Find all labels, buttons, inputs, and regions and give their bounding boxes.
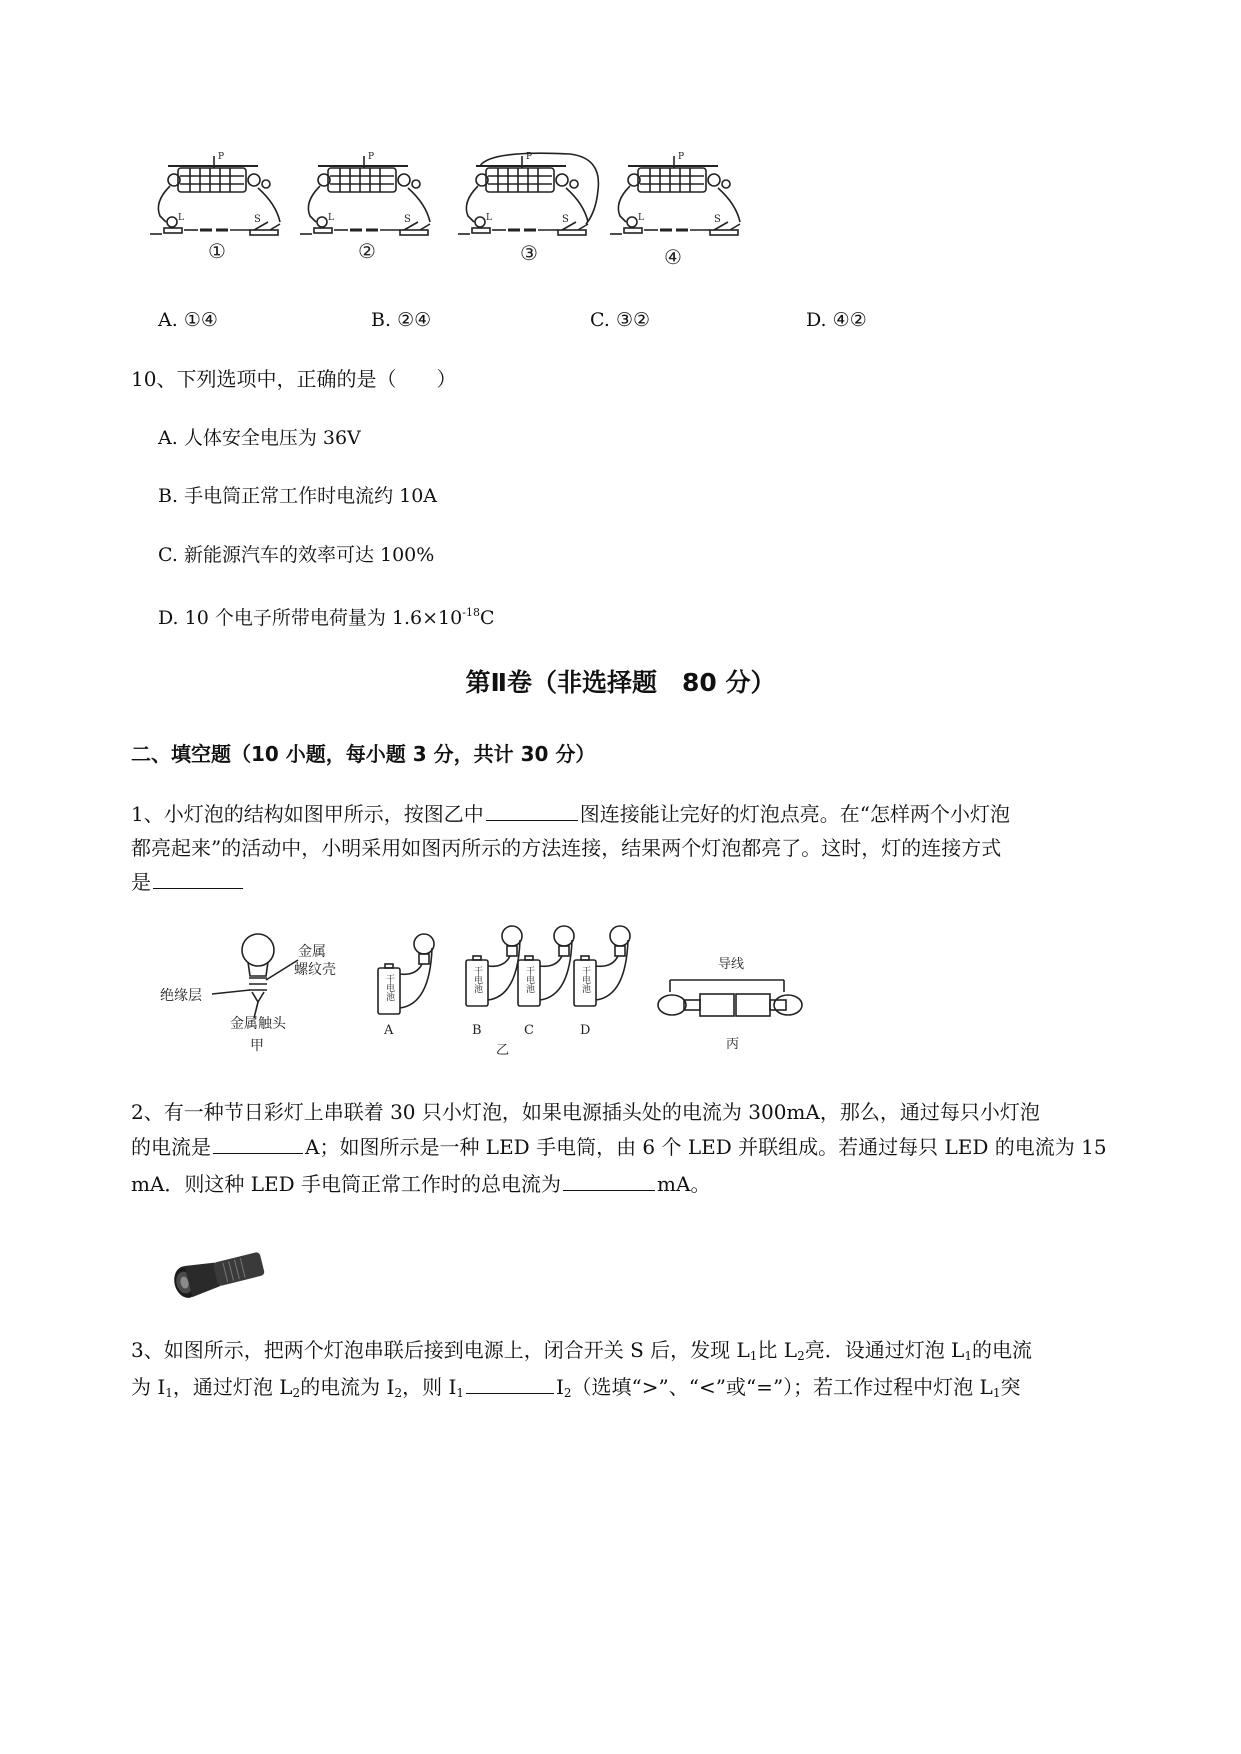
label-wire: 导线	[718, 957, 745, 972]
answer-blank[interactable]	[213, 1133, 303, 1154]
option-letter: B.	[158, 485, 179, 507]
battery-label-c: C	[524, 1023, 534, 1038]
q9-option-c[interactable]	[590, 306, 650, 334]
option-text: 人体安全电压为 36V	[183, 427, 361, 449]
subscript: 2	[394, 1386, 403, 1400]
caption-bing: 丙	[726, 1037, 740, 1052]
option-text: ①④	[183, 309, 218, 331]
subscript: 1	[456, 1386, 464, 1400]
label-metal-tip: 金属触头	[230, 1016, 286, 1032]
text-segment: 突	[1000, 1375, 1021, 1399]
label-screw-shell: 螺纹壳	[294, 962, 336, 978]
subscript: 1	[165, 1386, 173, 1400]
q9-option-b[interactable]	[371, 306, 431, 334]
battery-label-b: B	[472, 1023, 482, 1038]
part-heading: 二、填空题（10 小题，每小题 3 分，共计 30 分）	[131, 742, 596, 766]
text-segment: 1、小灯泡的结构如图甲所示，按图乙中	[131, 802, 484, 826]
series-bulbs-diagram	[658, 980, 802, 1016]
text-segment: ，则 I	[402, 1375, 457, 1399]
option-letter: C.	[158, 544, 178, 566]
option-text: 新能源汽车的效率可达 100%	[183, 544, 435, 566]
bulb-circuits-figure	[160, 924, 820, 1062]
text-segment: 比 L	[757, 1338, 798, 1362]
figure-label-1: ①	[208, 239, 226, 263]
option-unit: C	[479, 607, 495, 629]
answer-blank[interactable]	[563, 1170, 655, 1191]
text-segment: ，通过灯泡 L	[172, 1375, 293, 1399]
fill1-line3	[131, 868, 245, 896]
option-letter: D.	[806, 309, 827, 331]
exponent: -18	[462, 606, 480, 619]
battery-text-c: 干电池	[524, 966, 534, 993]
fill1-line2: 都亮起来”的活动中，小明采用如图丙所示的方法连接，结果两个灯泡都亮了。这时，灯的连接方式	[131, 836, 1002, 860]
caption-jia: 甲	[250, 1038, 264, 1054]
answer-blank[interactable]	[466, 1373, 554, 1394]
battery-text-a: 干电池	[384, 974, 394, 1001]
text-segment: 3、如图所示，把两个灯泡串联后接到电源上，闭合开关 S 后，发现 L	[131, 1338, 750, 1362]
text-segment: 图连接能让完好的灯泡点亮。在“怎样两个小灯泡	[579, 802, 1010, 826]
bulb-structure-diagram	[212, 934, 298, 1018]
option-letter: A.	[158, 309, 178, 331]
fill1-line1	[131, 800, 1010, 828]
label-metal: 金属	[298, 944, 326, 960]
figure-label-3: ③	[520, 241, 538, 265]
answer-blank[interactable]	[153, 868, 243, 889]
fill3-line2	[131, 1373, 1020, 1407]
battery-label-d: D	[580, 1023, 591, 1038]
circuit-diagram-1	[150, 152, 280, 235]
q10-option-b[interactable]	[158, 482, 437, 510]
fill2-line1: 2、有一种节日彩灯上串联着 30 只小灯泡，如果电源插头处的电流为 300mA，那么，通过每只小灯泡	[131, 1100, 1040, 1124]
text-segment: 亮．设通过灯泡 L	[804, 1338, 965, 1362]
section-title: 第Ⅱ卷（非选择题 80 分）	[465, 668, 776, 697]
figure-label-2: ②	[358, 239, 376, 263]
subscript: 2	[292, 1386, 301, 1400]
text-segment: （选填“>”、“<”或“=”）；若工作过程中灯泡 L	[571, 1375, 993, 1399]
option-letter: D.	[158, 607, 179, 629]
circuit-diagram-3	[458, 152, 598, 235]
q10-option-c[interactable]	[158, 541, 434, 569]
subscript: 1	[992, 1386, 1001, 1400]
figure-label-4: ④	[664, 245, 682, 269]
svg-text:P: P	[218, 152, 225, 162]
flashlight-image	[168, 1238, 268, 1298]
option-text: 10 个电子所带电荷量为 1.6×10	[184, 607, 463, 629]
text-segment: 的电流	[971, 1338, 1032, 1362]
subscript: 1	[749, 1349, 758, 1363]
circuit-diagram-4	[610, 152, 740, 235]
fill2-line2	[131, 1133, 1107, 1161]
fill2-line3	[131, 1170, 710, 1198]
circuit-diagram-2	[300, 152, 430, 235]
text-segment: mA．则这种 LED 手电筒正常工作时的总电流为	[131, 1172, 562, 1196]
text-segment: I	[556, 1375, 564, 1399]
text-segment: 是	[131, 870, 151, 894]
text-segment: A；如图所示是一种 LED 手电筒，由 6 个 LED 并联组成。若通过每只 LED 的电流为 15	[305, 1135, 1107, 1159]
svg-text:L: L	[178, 213, 184, 223]
caption-yi: 乙	[496, 1043, 510, 1058]
q10-option-a[interactable]	[158, 424, 361, 452]
subscript: 1	[964, 1349, 972, 1363]
battery-text-d: 干电池	[580, 966, 590, 993]
svg-text:S: S	[254, 214, 261, 225]
text-segment: mA。	[657, 1172, 711, 1196]
q9-circuit-figure	[150, 150, 750, 275]
option-letter: B.	[371, 309, 392, 331]
q9-option-d[interactable]	[806, 306, 867, 334]
text-segment: 的电流是	[131, 1135, 211, 1159]
text-segment: 的电流为 I	[300, 1375, 395, 1399]
fill3-line1	[131, 1336, 1032, 1370]
label-insulation: 绝缘层	[160, 988, 202, 1004]
q9-option-a[interactable]	[158, 306, 218, 334]
option-text: ④②	[832, 309, 867, 331]
subscript: 2	[797, 1349, 805, 1363]
option-text: ③②	[615, 309, 651, 331]
battery-text-b: 干电池	[472, 966, 482, 993]
answer-blank[interactable]	[486, 800, 578, 821]
text-segment: 为 I	[131, 1375, 166, 1399]
q10-stem: 10、下列选项中，正确的是（ ）	[131, 367, 457, 391]
option-text: 手电筒正常工作时电流约 10A	[184, 485, 438, 507]
battery-label-a: A	[384, 1023, 394, 1038]
option-letter: C.	[590, 309, 610, 331]
q10-option-d[interactable]	[158, 599, 495, 632]
subscript: 2	[563, 1386, 572, 1400]
option-text: ②④	[397, 309, 432, 331]
option-letter: A.	[158, 427, 178, 449]
